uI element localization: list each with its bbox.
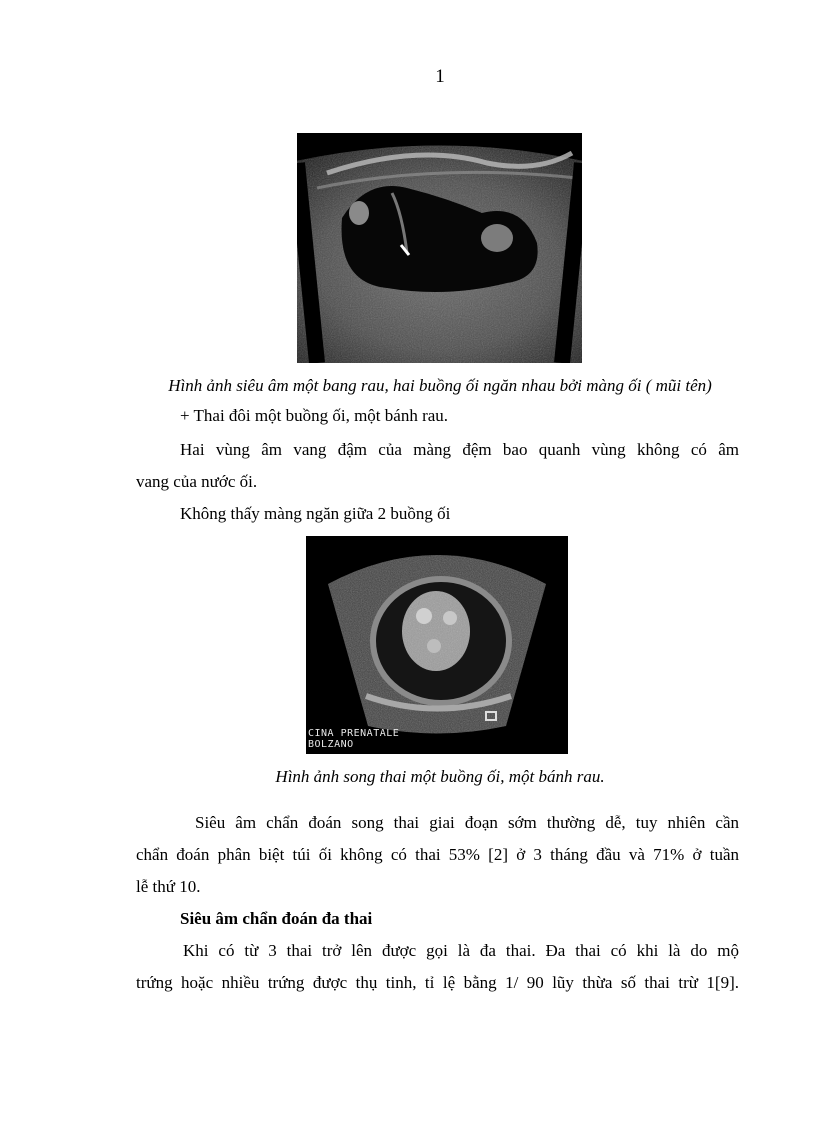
figure2-caption: Hình ảnh song thai một buồng ối, một bánh rau. bbox=[275, 767, 605, 786]
ultrasound-image-monochorionic bbox=[306, 536, 568, 754]
ultrasound-overlay-text bbox=[308, 728, 399, 750]
section-heading-multiple-pregnancy: Siêu âm chẩn đoán đa thai bbox=[180, 909, 373, 928]
overlay-line: BOLZANO bbox=[308, 739, 354, 750]
section-heading-monochorionic: + Thai đôi một buồng ối, một bánh rau. bbox=[180, 406, 449, 425]
paragraph-line: Hai vùng âm vang đậm của màng đệm bao quanh vùng không có âm bbox=[180, 440, 739, 459]
paragraph-line: Khi có từ 3 thai trở lên được gọi là đa thai. Đa thai có khi là do mộ bbox=[183, 941, 739, 960]
paragraph-line: lễ thứ 10. bbox=[136, 877, 201, 896]
paragraph-line: trứng hoặc nhiều trứng được thụ tinh, tỉ lệ bằng 1/ 90 lũy thừa số thai trừ 1[9]. bbox=[136, 973, 739, 992]
overlay-line: CINA PRENATALE bbox=[308, 728, 400, 739]
paragraph-line: vang của nước ối. bbox=[136, 472, 258, 491]
page-number: 1 bbox=[435, 66, 445, 87]
figure1-caption: Hình ảnh siêu âm một bang rau, hai buồng ối ngăn nhau bởi màng ối ( mũi tên) bbox=[168, 376, 712, 395]
paragraph-line: Siêu âm chẩn đoán song thai giai đoạn sớm thường dễ, tuy nhiên cần bbox=[195, 813, 739, 832]
paragraph-line: Không thấy màng ngăn giữa 2 buồng ối bbox=[180, 504, 451, 523]
paragraph-line: chẩn đoán phân biệt túi ối không có thai 53% [2] ở 3 tháng đầu và 71% ở tuần bbox=[136, 845, 739, 864]
ultrasound-image-dichorionic bbox=[297, 133, 582, 363]
